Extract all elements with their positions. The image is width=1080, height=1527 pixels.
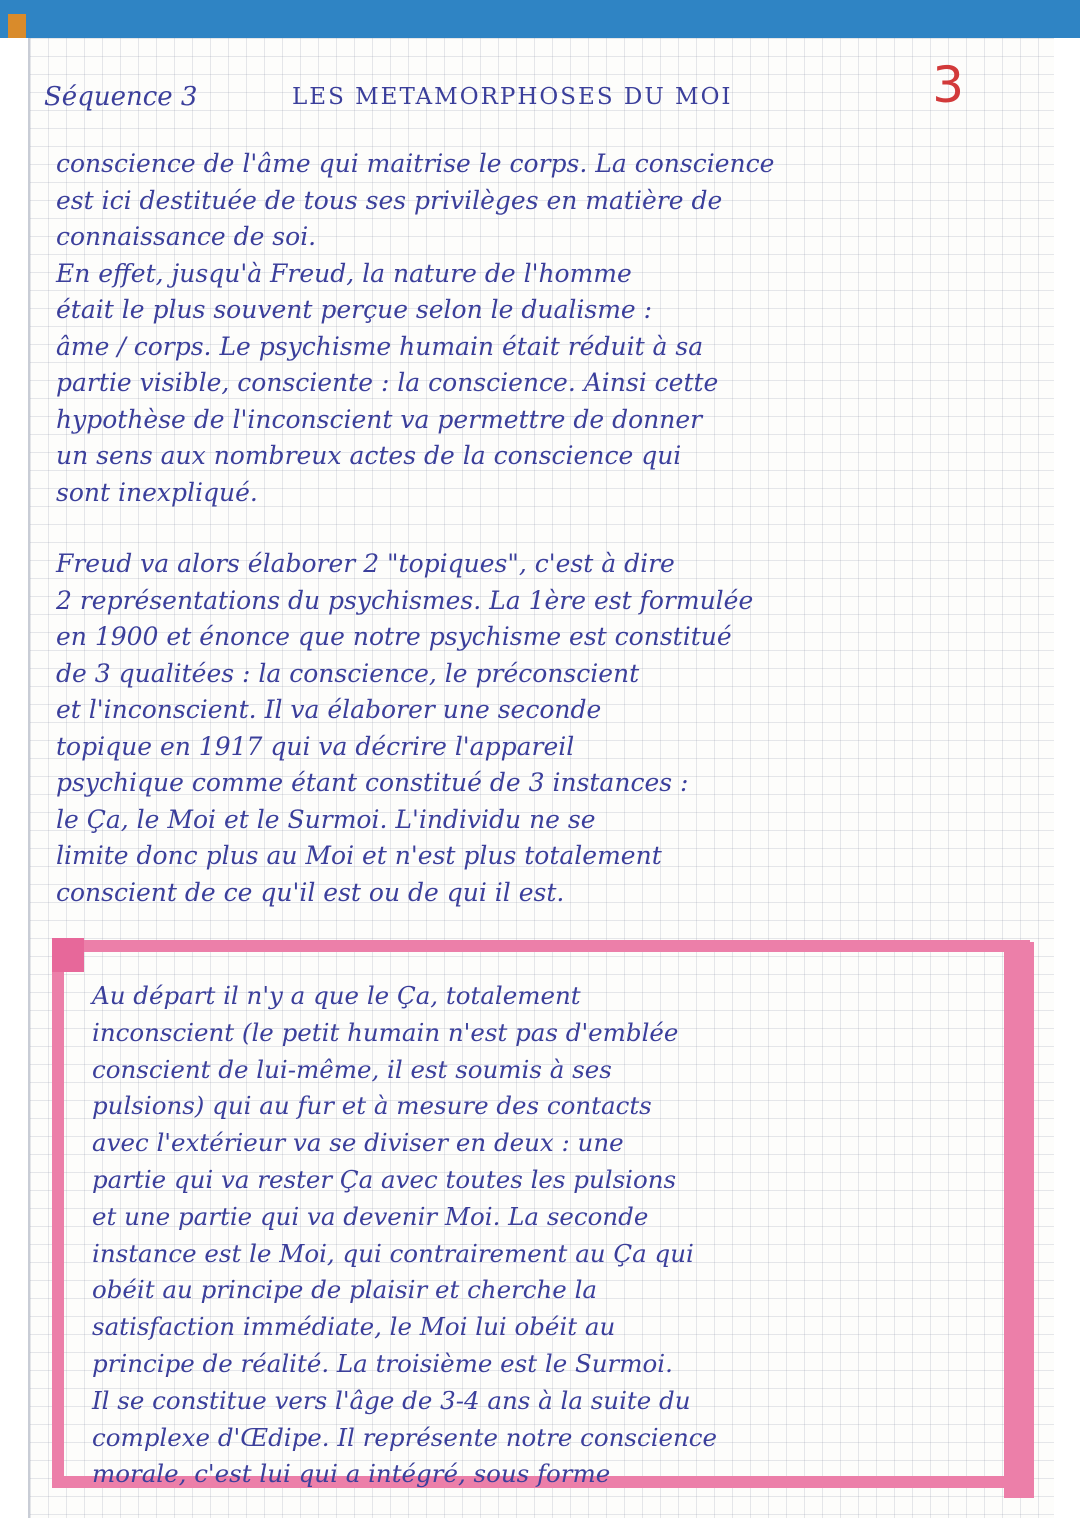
sequence-label: Séquence 3 [44, 82, 198, 112]
text-line: connaissance de soi. [56, 222, 317, 251]
text-line: limite donc plus au Moi et n'est plus totalement [56, 841, 662, 870]
text-line: instance est le Moi, qui contrairement au Ça qui [92, 1238, 694, 1268]
highlighter-mark [52, 938, 84, 972]
text-line: de 3 qualitées : la conscience, le préconscient [56, 658, 640, 688]
text-line: morale, c'est lui qui a intégré, sous forme [92, 1459, 611, 1489]
text-line: En effet, jusqu'à Freud, la nature de l'homme [56, 258, 632, 288]
paragraph-3 [92, 978, 992, 1493]
text-line: 2 représentations du psychismes. La 1ère est formulée [56, 585, 754, 615]
text-line: et une partie qui va devenir Moi. La seconde [92, 1201, 649, 1231]
text-line: psychique comme étant constitué de 3 instances : [56, 768, 689, 797]
text-line: Au départ il n'y a que le Ça, totalement [92, 981, 581, 1010]
text-line: hypothèse de l'inconscient va permettre de donner [56, 404, 703, 434]
top-bar [0, 0, 1080, 38]
text-line: âme / corps. Le psychisme humain était réduit à sa [56, 331, 704, 361]
page-number: 3 [932, 56, 964, 114]
text-line: conscient de ce qu'il est ou de qui il est. [56, 877, 565, 907]
text-line: avec l'extérieur va se diviser en deux : une [92, 1128, 624, 1158]
text-line: en 1900 et énonce que notre psychisme est constitué [56, 622, 732, 651]
highlighter-mark [1004, 942, 1034, 1498]
binder-tab [8, 14, 26, 38]
text-line: conscient de lui-même, il est soumis à ses [92, 1054, 612, 1084]
page-header [44, 56, 984, 132]
text-line: pulsions) qui au fur et à mesure des contacts [92, 1091, 652, 1121]
text-line: partie visible, consciente : la conscience. Ainsi cette [56, 368, 719, 397]
paragraph-1 [56, 146, 1036, 511]
chapter-title: LES METAMORPHOSES DU MOI [292, 84, 733, 110]
text-line: conscience de l'âme qui maitrise le corps. La conscience [56, 149, 775, 178]
paragraph-2 [56, 546, 1036, 911]
text-line: partie qui va rester Ça avec toutes les pulsions [92, 1164, 677, 1194]
text-line: inconscient (le petit humain n'est pas d'emblée [92, 1017, 679, 1047]
text-line: sont inexpliqué. [56, 477, 258, 507]
text-line: Il se constitue vers l'âge de 3-4 ans à la suite du [92, 1385, 691, 1415]
text-line: satisfaction immédiate, le Moi lui obéit au [92, 1312, 616, 1342]
text-line: topique en 1917 qui va décrire l'appareil [56, 731, 575, 761]
text-line: un sens aux nombreux actes de la conscience qui [56, 441, 682, 470]
text-line: et l'inconscient. Il va élaborer une seconde [56, 695, 602, 724]
text-line: Freud va alors élaborer 2 "topiques", c'est à dire [56, 549, 675, 578]
text-line: obéit au principe de plaisir et cherche la [92, 1275, 598, 1305]
text-line: est ici destituée de tous ses privilèges en matière de [56, 185, 723, 215]
text-line: était le plus souvent perçue selon le dualisme : [56, 295, 653, 324]
text-line: complexe d'Œdipe. Il représente notre conscience [92, 1422, 718, 1452]
text-line: le Ça, le Moi et le Surmoi. L'individu ne se [56, 804, 596, 834]
text-line: principe de réalité. La troisième est le Surmoi. [92, 1348, 673, 1378]
